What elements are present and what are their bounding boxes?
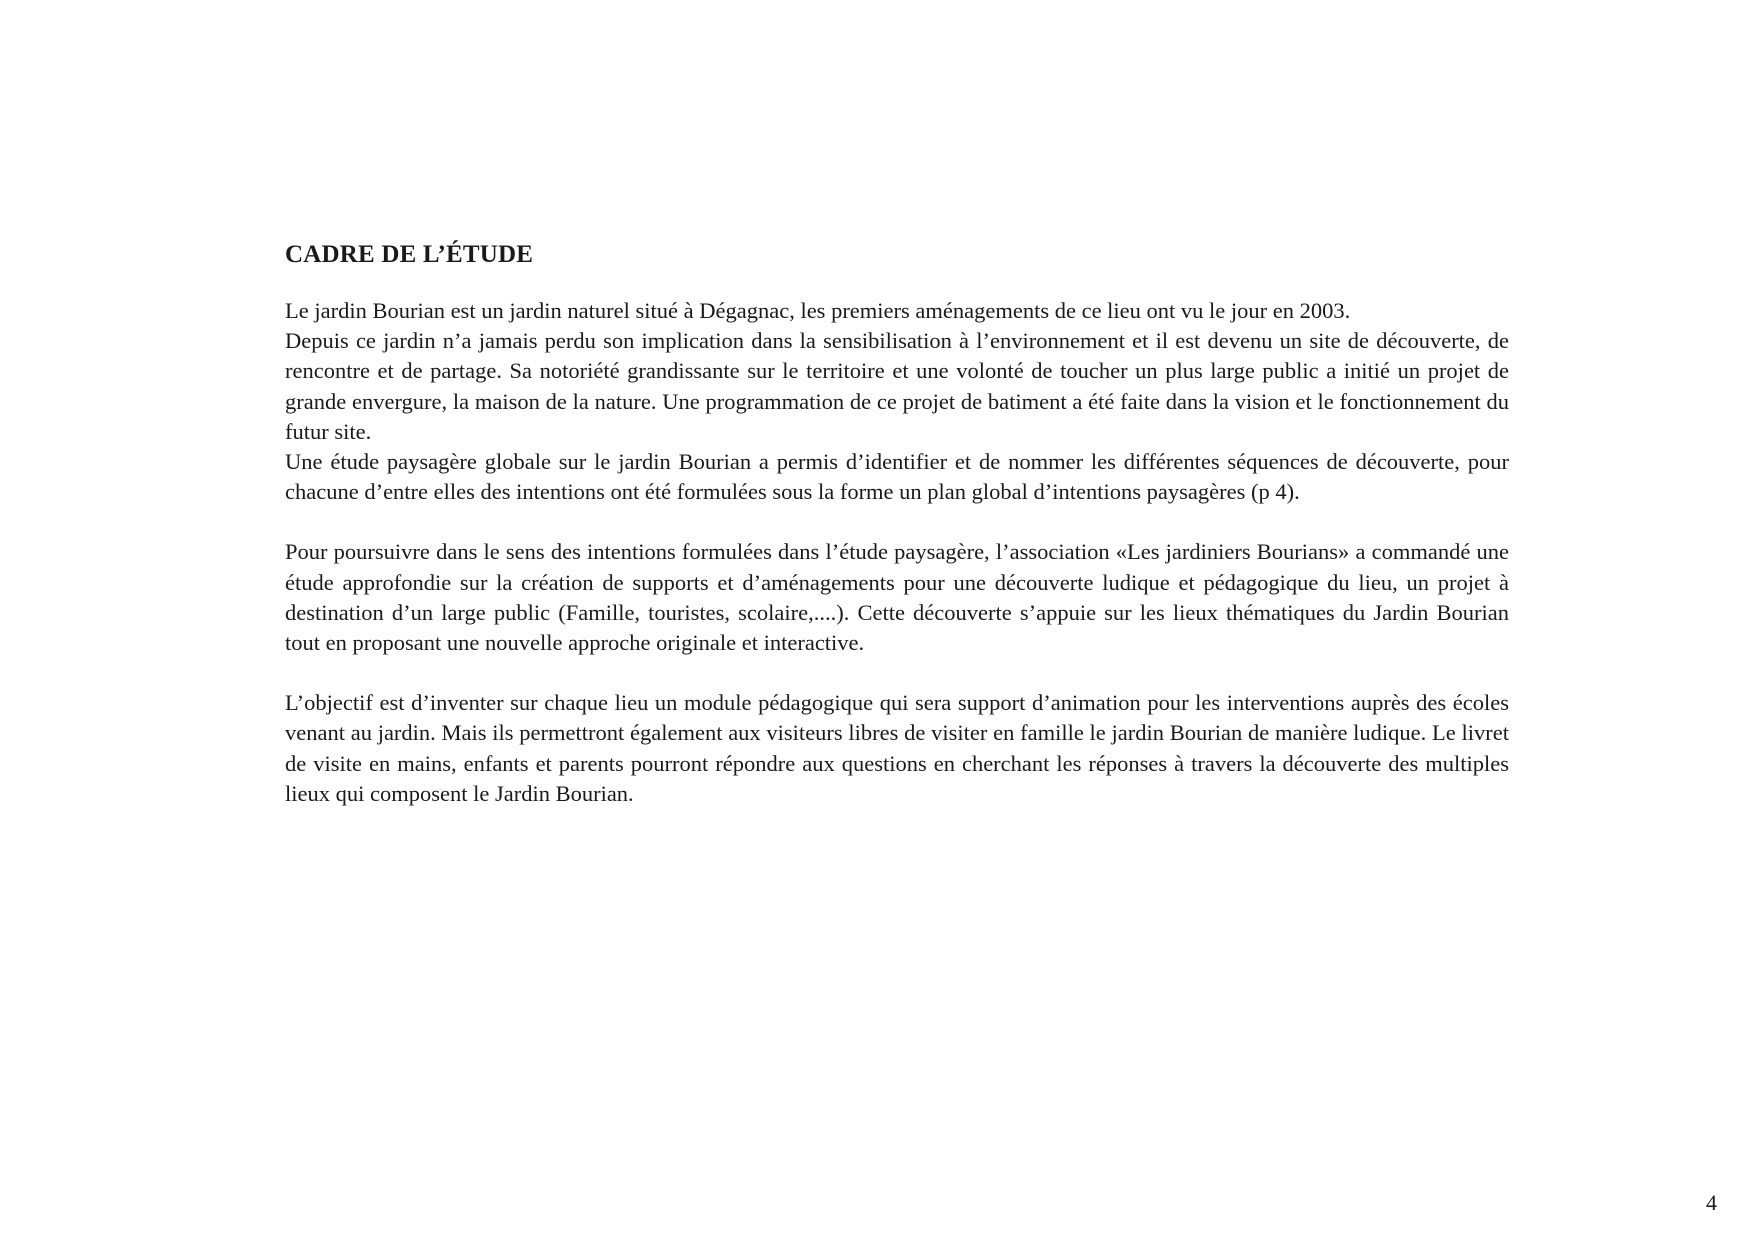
paragraph-line: Une étude paysagère globale sur le jardin Bourian a permis d’identifier et de nommer les différentes séquences de découverte, pour chacune d’entre elles des intentions ont été formulées sous la forme un plan global d’intentions paysagères (p 4). xyxy=(285,449,1509,505)
document-body xyxy=(285,240,1509,839)
paragraph-intro xyxy=(285,296,1509,507)
paragraph-line: Depuis ce jardin n’a jamais perdu son implication dans la sensibilisation à l’environnement et il est devenu un site de découverte, de rencontre et de partage. Sa notoriété grandissante sur le territoire et une volonté de toucher un plus large public a initié un projet de grande envergure, la maison de la nature. Une programmation de ce projet de batiment a été faite dans la vision et le fonctionnement du futur site. xyxy=(285,328,1509,444)
paragraph-association xyxy=(285,537,1509,658)
paragraph-line: Le jardin Bourian est un jardin naturel situé à Dégagnac, les premiers aménagements de ce lieu ont vu le jour en 2003. xyxy=(285,298,1351,323)
section-title: CADRE DE L’ÉTUDE xyxy=(285,241,534,268)
paragraph-objective xyxy=(285,688,1509,809)
paragraph-line: L’objectif est d’inventer sur chaque lieu un module pédagogique qui sera support d’animation pour les interventions auprès des écoles venant au jardin. Mais ils permettront également aux visiteurs libres de visiter en famille le jardin Bourian de manière ludique. Le livret de visite en mains, enfants et parents pourront répondre aux questions en cherchant les réponses à travers la découverte des multiples lieux qui composent le Jardin Bourian. xyxy=(285,690,1509,806)
page-number: 4 xyxy=(1706,1190,1717,1215)
paragraph-line: Pour poursuivre dans le sens des intentions formulées dans l’étude paysagère, l’association «Les jardiniers Bourians» a commandé une étude approfondie sur la création de supports et d’aménagements pour une découverte ludique et pédagogique du lieu, un projet à destination d’un large public (Famille, touristes, scolaire,....). Cette découverte s’appuie sur les lieux thématiques du Jardin Bourian tout en proposant une nouvelle approche originale et interactive. xyxy=(285,539,1509,656)
